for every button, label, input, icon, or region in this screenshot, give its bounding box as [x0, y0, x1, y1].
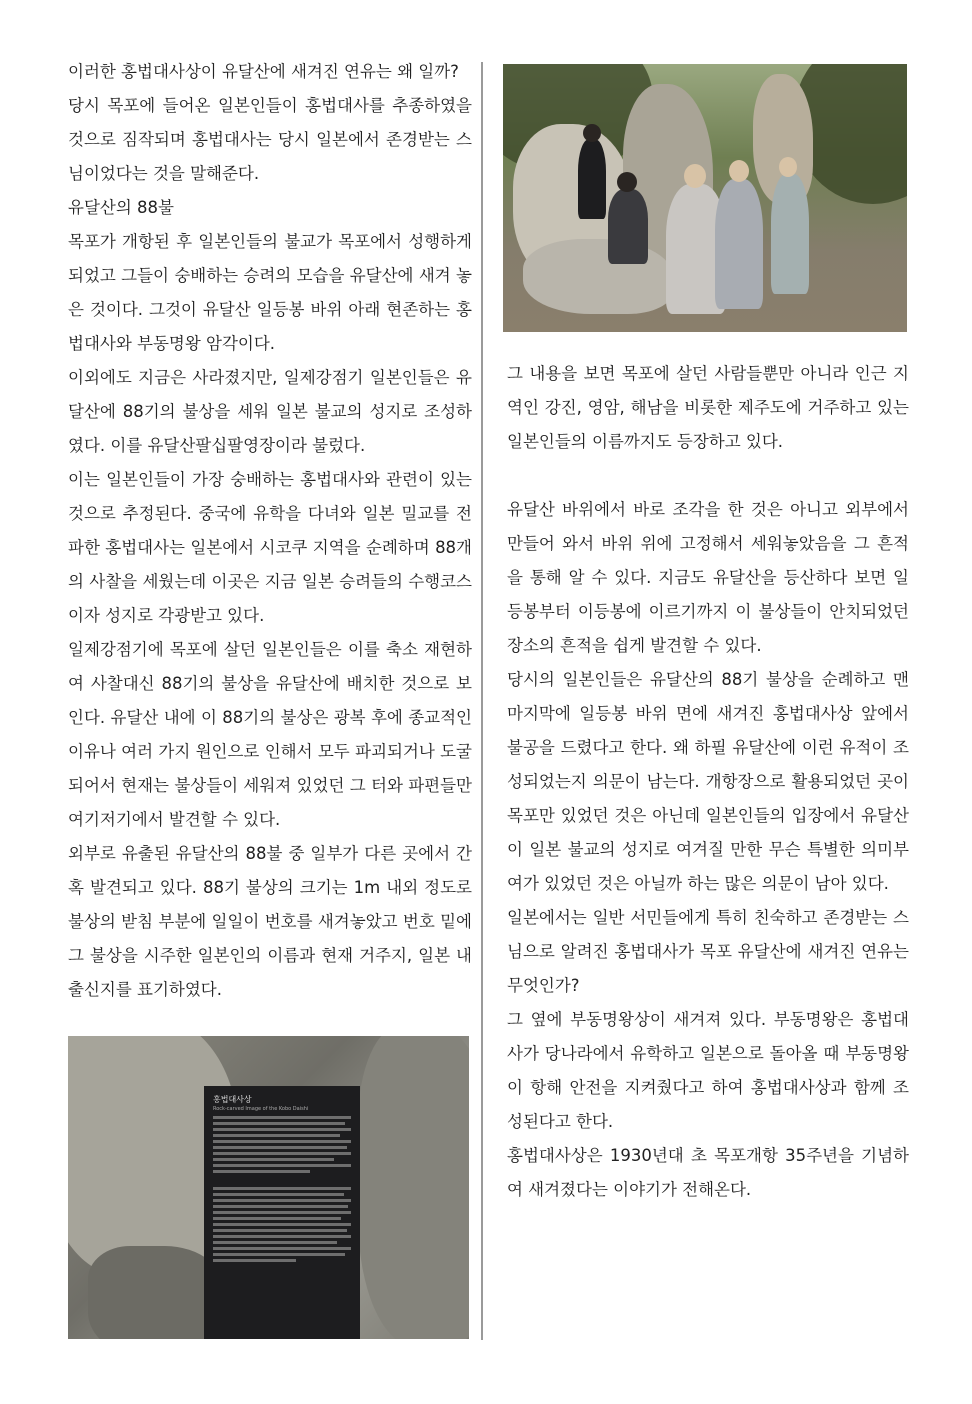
section-heading: 유달산의 88불 [68, 198, 174, 217]
paragraph: 일본에서는 일반 서민들에게 특히 친숙하고 존경받는 스님으로 알려진 홍법대사가 목포 유달산에 새겨진 연유는 무엇인가? [507, 908, 909, 995]
paragraph: 일제강점기에 목포에 살던 일본인들은 이를 축소 재현하여 사찰대신 88기의 불상을 유달산에 배치한 것으로 보인다. 유달산 내에 이 88기의 불상은 광복 후에 종교적인 이유나 여러 가지 원인으로 인해서 모두 파괴되거나 도굴되어서 현재는 불상들이 세워져 있었던 그 터와 파편들만 여기저기에서 발견할 수 있다. [68, 640, 472, 829]
paragraph: 외부로 유출된 유달산의 88불 중 일부가 다른 곳에서 간혹 발견되고 있다. 88기 불상의 크기는 1m 내외 정도로 불상의 받침 부분에 일일이 번호를 새겨놓았고 번호 밑에 그 불상을 시주한 일본인의 이름과 현재 거주지, 일본 내 출신지를 표기하였다. [68, 844, 472, 999]
right-text-column [507, 357, 909, 1207]
photo-monks-visiting [503, 64, 907, 332]
paragraph: 그 옆에 부동명왕상이 새겨져 있다. 부동명왕은 홍법대사가 당나라에서 유학하고 일본으로 돌아올 때 부동명왕이 항해 안전을 지켜줬다고 하여 홍법대사상과 함께 조성된다고 한다. [507, 1010, 909, 1131]
paragraph: 유달산 바위에서 바로 조각을 한 것은 아니고 외부에서 만들어 와서 바위 위에 고정해서 세워놓았음을 그 흔적을 통해 알 수 있다. 지금도 유달산을 등산하다 보면 일등봉부터 이등봉에 이르기까지 이 불상들이 안치되었던 장소의 흔적을 쉽게 발견할 수 있다. [507, 500, 909, 655]
paragraph: 이는 일본인들이 가장 숭배하는 홍법대사와 관련이 있는 것으로 추정된다. 중국에 유학을 다녀와 일본 밀교를 전파한 홍법대사는 일본에서 시코쿠 지역을 순례하며 88개의 사찰을 세웠는데 이곳은 지금 일본 승려들의 수행코스이자 성지로 각광받고 있다. [68, 470, 472, 625]
paragraph: 이러한 홍법대사상이 유달산에 새겨진 연유는 왜 일까? [68, 62, 459, 81]
paragraph: 그 내용을 보면 목포에 살던 사람들뿐만 아니라 인근 지역인 강진, 영암, 해남을 비롯한 제주도에 거주하고 있는 일본인들의 이름까지도 등장하고 있다. [507, 364, 909, 451]
paragraph: 당시의 일본인들은 유달산의 88기 불상을 순례하고 맨 마지막에 일등봉 바위 면에 새겨진 홍법대사상 앞에서 불공을 드렸다고 한다. 왜 하필 유달산에 이런 유적이 조성되었는지 의문이 남는다. 개항장으로 활용되었던 곳이 목포만 있었던 것은 아닌데 일본인들의 입장에서 유달산이 일본 불교의 성지로 여겨질 만한 무슨 특별한 의미부여가 있었던 것은 아닐까 하는 많은 의문이 남아 있다. [507, 670, 909, 893]
photo-info-sign [68, 1036, 469, 1339]
sign-title: 홍법대사상 [213, 1095, 252, 1104]
info-sign-board [204, 1086, 360, 1339]
paragraph: 홍법대사상은 1930년대 초 목포개항 35주년을 기념하여 새겨졌다는 이야기가 전해온다. [507, 1146, 909, 1199]
left-text-column [68, 55, 472, 1007]
paragraph: 목포가 개항된 후 일본인들의 불교가 목포에서 성행하게 되었고 그들이 숭배하는 승려의 모습을 유달산에 새겨 놓은 것이다. 그것이 유달산 일등봉 바위 아래 현존하는 홍법대사와 부동명왕 암각이다. [68, 232, 472, 353]
paragraph: 당시 목포에 들어온 일본인들이 홍법대사를 추종하였을 것으로 짐작되며 홍법대사는 당시 일본에서 존경받는 스님이었다는 것을 말해준다. [68, 96, 472, 183]
paragraph: 이외에도 지금은 사라졌지만, 일제강점기 일본인들은 유달산에 88기의 불상을 세워 일본 불교의 성지로 조성하였다. 이를 유달산팔십팔영장이라 불렀다. [68, 368, 472, 455]
sign-subtitle: Rock-carved Image of the Kobo Daishi [213, 1106, 309, 1112]
column-divider [481, 62, 483, 1340]
